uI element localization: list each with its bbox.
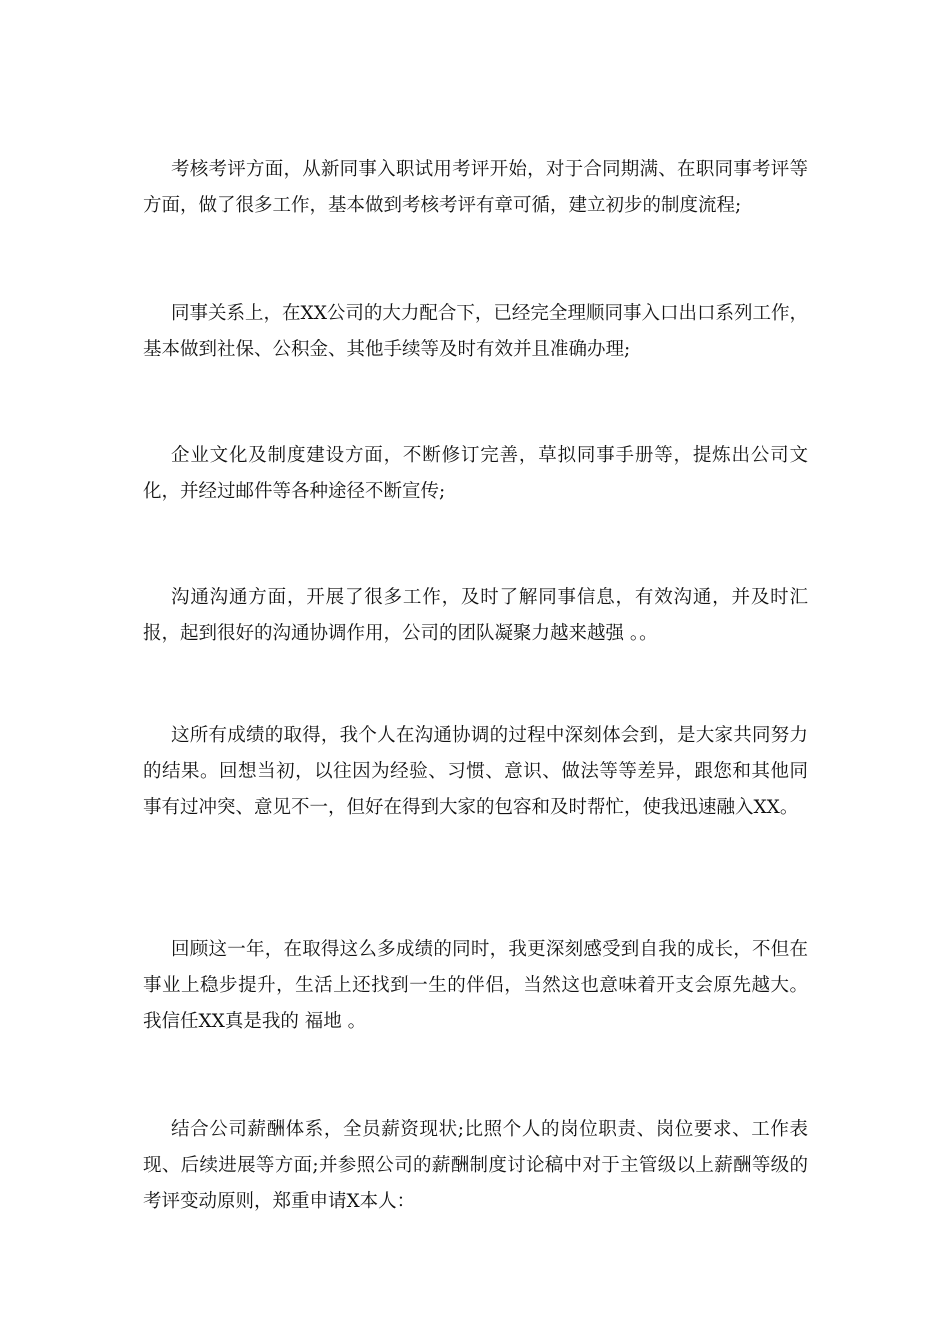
paragraph-communication: 沟通沟通方面，开展了很多工作，及时了解同事信息，有效沟通，并及时汇报，起到很好的沟通协调作用，公司的团队凝聚力越来越强 。。 [143,587,808,644]
paragraph-achievements: 这所有成绩的取得，我个人在沟通协调的过程中深刻体会到，是大家共同努力的结果。回想当初，以往因为经验、习惯、意识、做法等等差异，跟您和其他同事有过冲突、意见不一，但好在得到大家的包容和及时帮忙，使我迅速融入XX。 [143,725,808,818]
paragraph-employee-relations: 同事关系上，在XX公司的大力配合下，已经完全理顺同事入口出口系列工作，基本做到社保、公积金、其他手续等及时有效并且准确办理; [143,303,808,360]
paragraph-corporate-culture: 企业文化及制度建设方面，不断修订完善，草拟同事手册等，提炼出公司文化，并经过邮件等各种途径不断宣传; [143,445,808,502]
paragraph-salary-request: 结合公司薪酬体系，全员薪资现状;比照个人的岗位职责、岗位要求、工作表现、后续进展等方面;并参照公司的薪酬制度讨论稿中对于主管级以上薪酬等级的考评变动原则，郑重申请X本人： [143,1119,808,1212]
paragraph-review: 回顾这一年，在取得这么多成绩的同时，我更深刻感受到自我的成长，不但在事业上稳步提升，生活上还找到一生的伴侣，当然这也意味着开支会原先越大。我信任XX真是我的 福地 。 [143,939,808,1032]
paragraph-assessment: 考核考评方面，从新同事入职试用考评开始，对于合同期满、在职同事考评等方面，做了很多工作，基本做到考核考评有章可循，建立初步的制度流程; [143,159,808,216]
